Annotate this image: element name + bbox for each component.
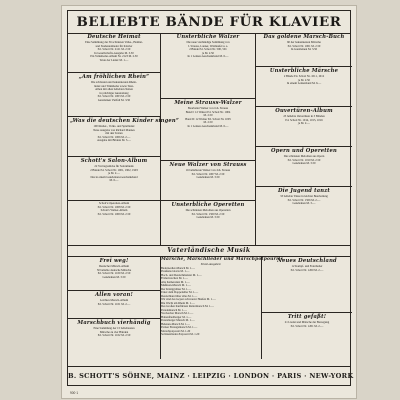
entry-title: Neue Walzer von Strauss (169, 162, 247, 168)
catalog-entry (68, 319, 160, 359)
entry-text: Ed. Schott Nr. 1006 M. 2.— (97, 134, 131, 139)
catalog-entry (262, 257, 352, 313)
entry-title: Schott's Salon-Album (80, 158, 148, 164)
entry-text: Ed. Schott Nr. 1100 M. 2.50 (97, 271, 131, 275)
entry-text: Ed. Schott Nr. 1506 M. 2.— (287, 197, 321, 202)
list-heading: Märsche, Marschlieder und Marschpotpourris (161, 257, 284, 262)
catalog-page (62, 6, 356, 398)
entry-text: Märsche zu vier Händen (99, 329, 129, 334)
list-item: Marschpotpourri M. 1.20 (161, 328, 191, 333)
list-item: Des Großen Kurfürsten Reitermarsch M. 1.— (161, 304, 215, 308)
entry-title: Unsterbliche Operetten (171, 202, 245, 208)
list-item: Preußens Gloria M. 1.— (161, 269, 190, 273)
entry-title: Unsterbliche Märsche (269, 68, 339, 74)
entry-text: Alben mit allen beliebten Texten (95, 87, 133, 91)
entry-text: Ed. Schott Nr. 1014, 1015, 1016 (285, 117, 323, 122)
entry-title: Opern und Operetten (271, 148, 337, 154)
entry-title: „Was die deutschen Kinder singen“ (70, 118, 180, 124)
entry-text: Ganzleinen M. 3.50 (102, 274, 126, 279)
entry-text: Ganzleinen Vielfalt M. 3.50 (97, 97, 131, 102)
page-title: BELIEBTE BÄNDE FÜR KLAVIER (68, 11, 350, 34)
entry-title: Die Jugend tanzt (277, 188, 330, 194)
entry-text: je M. 2.50 (298, 77, 310, 82)
lower-column-right (262, 257, 352, 359)
entry-text: mit den Texten (105, 131, 123, 135)
entry-text: Die neue vierhändige Sammlung von (186, 40, 230, 44)
column-left (68, 33, 180, 245)
entry-text: Ed. Schott Nr. 1200 M. 2.— (290, 267, 324, 272)
catalog-entry (256, 147, 352, 187)
entry-text: 12 Kampf- und Feierlieder (291, 264, 323, 268)
entry-text: 2 Bände Ed. Schott Nr. 1901, 1902, 1903 (90, 167, 138, 172)
entry-text: 16 beliebteste Walzer von Joh. Strauss (185, 168, 231, 172)
entry-text: 2 Bände Ed. Schott Nr. 1011, 1012 (283, 74, 325, 78)
entry-title: „Am fröhlichen Rhein“ (78, 74, 150, 80)
catalog-entry (68, 157, 160, 201)
entry-text: In einem Leinenband M. 6.— (286, 81, 322, 85)
entry-text: In Ganzleinen M. 3.50 (290, 47, 318, 51)
list-item: Hoch- und Deutschmeister M. 1.— (161, 272, 202, 277)
catalog-entry (68, 291, 160, 319)
entry-text: Eine Sammlung der 36 schönsten Volks-, Heimat- (85, 40, 143, 44)
entry-text: Ed. Schott Nr. 2121 M. 2.50 (97, 47, 131, 51)
entry-text: je M. 2.— (108, 171, 120, 175)
page-number: 900·1 (70, 391, 79, 395)
entry-title: Deutsche Heimat (87, 34, 141, 40)
list-item: Badenweiler-Marsch M. 1.— (161, 265, 195, 270)
list-item: Die Wacht am Rhein M. 1.— (161, 300, 195, 305)
entry-text: Ausgabe mit Bildern M. 3.— (97, 138, 131, 142)
entry-title: Das goldene Marsch-Buch (263, 34, 345, 40)
entry-text: und Studentenlieder für Klavier (95, 43, 133, 48)
entry-text: Die schönsten Melodien aus Opern (283, 154, 325, 158)
entry-text: Das in einem Ganzleinen-Geschenkband (90, 174, 138, 179)
entry-text: Ed. Schott Nr. 1009 M. 2.50 (97, 211, 131, 216)
entry-title: Ouvertüren-Album (275, 108, 333, 114)
entry-title: Unsterbliche Walzer (176, 34, 240, 40)
entry-text: Ed. Schott Nr. 1500 M. 2.50 (191, 211, 225, 216)
entry-text: In 1 Leinen-Geschenkband M. 6.— (187, 54, 229, 58)
entry-title: Allen voran! (95, 292, 133, 298)
entry-text: Schott's Walzer-Album (100, 208, 128, 212)
catalog-entry (161, 99, 255, 161)
catalog-entry (161, 161, 255, 201)
catalog-entry (68, 257, 160, 291)
list-subheading: Einzel-Ausgaben: (200, 262, 222, 266)
catalog-entry (68, 201, 160, 245)
catalog-entry (256, 33, 352, 67)
entry-title: Frei weg! (99, 258, 129, 264)
catalog-entry (256, 67, 352, 107)
entry-text: J. Strauss, Lanner, Waldteufel u. a. (187, 43, 229, 48)
catalog-entry (161, 33, 255, 99)
entry-text: M. 2.50 (203, 113, 213, 117)
entry-text: 2 Bände Ed. Schott Nr. 500, 501 (189, 47, 227, 51)
entry-text: Ed. Schott Nr. 1003 M. 2.50 (97, 94, 131, 98)
list-item: Petersburger Marsch M. 1.— (161, 318, 195, 322)
publisher-footer: B. SCHOTT'S SÖHNE, MAINZ · LEIPZIG · LONDON · PARIS · NEW-YORK (68, 366, 350, 385)
entry-text: Schott's Operetten-Album (98, 201, 130, 205)
entry-text: Ed. Schott Nr. 1010 M. 2.50 (287, 157, 321, 162)
entry-text: Ed. Schott Nr. 1101 M. 2.— (97, 301, 131, 306)
entry-text: In 1 Leinen-Geschenkband M. 6.— (187, 123, 229, 128)
entry-text: Ed. Schott Nr. 1102 M. 2.50 (97, 333, 131, 337)
list-item: Parademarsch M. 1.— (161, 307, 188, 312)
entry-text: In Gesellschafts-Ausgabe M. 3.50 (94, 50, 134, 55)
column-middle (161, 33, 256, 245)
entry-text: Ed. Schott Nr. 1201 M. 2.— (290, 323, 324, 328)
section-heading: Vaterländische Musik (68, 245, 350, 257)
entry-title: Neues Deutschland (277, 258, 337, 264)
entry-text: Ein Volkslieder-Album Nr. 2123 M. 2.50 (90, 54, 138, 58)
list-item: Alte Kameraden M. 1.— (161, 279, 190, 284)
entry-text: 22 Vortragsstücke für Salonmusik (94, 164, 134, 168)
entry-text: 50 beliebte deutsche Märsche (96, 267, 132, 272)
entry-text: je M. 2.50 (202, 50, 214, 55)
entry-text: Die schönsten Melodien aus Operetten (185, 208, 231, 212)
entry-text: Band II: 12 Walzer Ed. Schott Nr. 1005 (185, 116, 231, 121)
catalog-entry (161, 201, 255, 245)
entry-text: M. 2.50 (203, 120, 213, 124)
entry-text: 21 Lieder und Märsche der Bewegung (284, 320, 330, 324)
entry-text: Ed. Schott Nr. 1008 M. 2.50 (97, 204, 131, 209)
entry-text: Texte der Lieder M. 1.— (99, 57, 129, 62)
list-item: Der Königgrätzer M. 1.— (161, 286, 192, 291)
entry-text: 23 beliebte Ouvertüren in 3 Bänden (283, 114, 325, 118)
list-item: Helenen-Marsch M. 1.— (161, 321, 191, 326)
catalog-entry (68, 117, 180, 157)
entry-text: Ganzleinen M. 3.50 (196, 175, 220, 179)
entry-text: Ed. Schott Nr. 1007 M. 2.50 (191, 171, 225, 176)
entry-text: 33 beliebte Tänze in leichter Bearbeitung (280, 194, 328, 198)
entry-text: lieder und Trinklieder sowie Tanz- (94, 83, 134, 88)
entry-text: Ganzleinen M. 3.50 (196, 215, 220, 219)
entry-title: Marschbuch vierhändig (77, 320, 151, 326)
catalog-entry (256, 107, 352, 147)
entry-text: Bearbeitet Walzer von Joh. Strauss (187, 106, 229, 110)
entry-text: Deutscher Märsch-Album (98, 264, 130, 268)
entry-text: Ganzleinen M. 3.50 (292, 161, 316, 165)
list-item: Unter dem Doppeladler M. 1.— (161, 290, 199, 294)
entry-text: Leichtes Marsch-Album (99, 298, 129, 302)
list-item: Deutschland über alles M. 1.— (161, 293, 198, 298)
list-item: Pariser Einzugsmarsch M. 1.— (161, 325, 198, 329)
entry-text: M. 6.— (109, 178, 119, 182)
entry-text: Ed. Schott Nr. 1001 M. 2.50 (287, 43, 321, 48)
catalog-entry (262, 313, 352, 359)
entry-text: Band I: 12 Walzer Ed. Schott Nr. 1004 (185, 109, 231, 114)
list-item: Soldatenlieder-Potpourri M. 1.20 (161, 332, 200, 336)
catalog-entry (68, 73, 160, 117)
list-item: Mußinan-Marsch M. 1.— (161, 283, 191, 287)
column-right (256, 33, 352, 245)
lower-column-middle (161, 257, 284, 359)
catalog-entry (68, 33, 160, 73)
entry-text: je M. 2.— (298, 121, 310, 125)
entry-text: 60 der bekanntesten Märsche (287, 40, 321, 44)
entry-title: Tritt gefaßt! (287, 314, 327, 320)
entry-text: Eine Sammlung der 15 beliebtesten (93, 326, 135, 330)
list-item: Wir sind des Geyers schwarzer Haufen M. 1.— (161, 297, 216, 301)
catalog-entry (256, 187, 352, 245)
list-item: Yorckscher Marsch M. 1.— (161, 311, 194, 315)
list-item: Fridericus Rex M. 1.— (161, 276, 188, 280)
entry-text: Neue Ausgabe von Richard Mannes (93, 127, 135, 132)
list-item: Hohenfriedberger M. 1.— (161, 314, 192, 319)
entry-text: Ganzleinen M. 3.— (292, 201, 316, 205)
entry-title: Meine Strauss-Walzer (174, 100, 242, 106)
entry-text: in prächtiger Ausstattung (99, 90, 129, 95)
entry-text: Die schönsten und bekanntesten Rhein- (91, 80, 137, 84)
page-frame (67, 10, 354, 386)
entry-text: 100 Kinder-, Volks- und Spiellieder (93, 124, 135, 128)
lower-column-left (68, 257, 161, 359)
